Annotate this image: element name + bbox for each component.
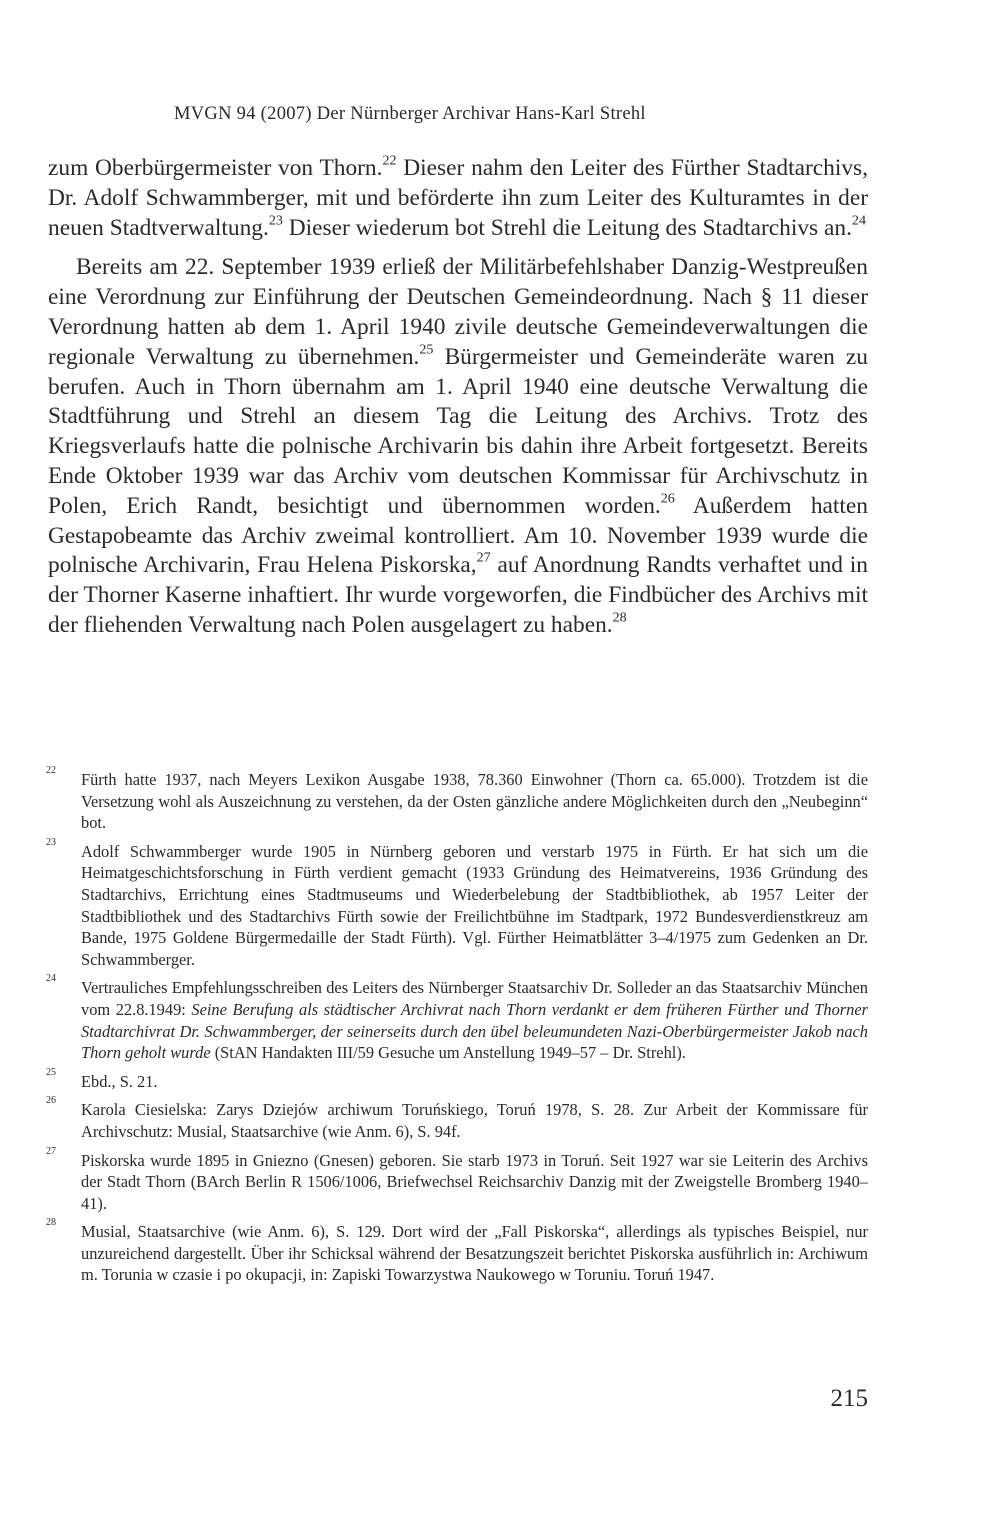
- footnote-ref[interactable]: 25: [419, 341, 434, 358]
- text-run: Dieser wiederum bot Strehl die Leitung des Stadtarchivs an.: [282, 214, 852, 241]
- text-run: Bereits am 22. September 1939 erließ der Militärbefehlshaber Danzig-Westpreußen eine Verordnung zur Einführung der Deutschen Gemeindeordnung. Nach § 11 dieser Verordnung hatten ab dem 1. April 1940 zivile deutsche Gemeindeverwaltungen die regionale Verwaltung zu übernehmen.: [48, 254, 868, 370]
- text-run: Außerdem hatten Gestapobeamte das Archiv zweimal kontrolliert. Am 10. November 1939 wurde die polnische Archivarin, Frau Helena Piskorska,: [48, 492, 868, 579]
- footnote-number: 25: [46, 1066, 56, 1078]
- page-number: 215: [830, 1385, 868, 1412]
- footnote-ref[interactable]: 28: [612, 609, 627, 626]
- footnote: [46, 765, 868, 834]
- text-run: Bürgermeister und Gemeinderäte waren zu berufen. Auch in Thorn übernahm am 1. April 1940 eine deutsche Verwaltung die Stadtführung und Strehl an diesem Tag die Leitung des Archivs. Trotz des Kriegsverlaufs hatte die polnische Archivarin bis dahin ihre Arbeit fortgesetzt. Bereits Ende Oktober 1939 war das Archiv vom deutschen Kommissar für Archivschutz in Polen, Erich Randt, besichtigt und übernommen worden.: [48, 343, 868, 519]
- footnote-quote: Seine Berufung als städtischer Archivrat nach Thorn verdankt er dem früheren Fürther und Thorner Stadtarchivrat Dr. Schwammberger, der seinerseits durch den übel beleumundeten Nazi-Oberbürgermeister Jakob nach Thorn geholt wurde: [81, 999, 868, 1063]
- text-run: auf Anordnung Randts verhaftet und in der Thorner Kaserne inhaftiert. Ihr wurde vorgeworfen, die Findbücher des Archivs mit der fliehenden Verwaltung nach Polen ausgelagert zu haben.: [48, 552, 868, 638]
- footnotes: [46, 765, 868, 1293]
- footnote: [46, 1095, 868, 1142]
- footnote-ref[interactable]: 23: [268, 212, 283, 229]
- footnote: [46, 836, 868, 971]
- footnote-number: 24: [46, 973, 56, 985]
- footnote-text: Fürth hatte 1937, nach Meyers Lexikon Ausgabe 1938, 78.360 Einwohner (Thorn ca. 65.000). Trotzdem ist die Versetzung wohl als Auszeichnung zu verstehen, da der Osten gänzliche andere Möglichkeiten durch den „Neubeginn“ bot.: [81, 770, 868, 833]
- text-run: zum Oberbürgermeister von Thorn.: [48, 155, 383, 181]
- body-paragraph: [48, 253, 868, 640]
- footnote-text: (StAN Handakten III/59 Gesuche um Anstellung 1949–57 – Dr. Strehl).: [210, 1043, 686, 1063]
- footnote-number: 26: [46, 1095, 56, 1107]
- footnote: [46, 973, 868, 1063]
- footnote: [46, 1066, 868, 1093]
- footnote-number: 22: [46, 765, 56, 776]
- footnote-ref[interactable]: 26: [660, 490, 675, 507]
- footnote: [46, 1217, 868, 1286]
- text-run: Dieser nahm den Leiter des Fürther Stadtarchivs, Dr. Adolf Schwammberger, mit und beförderte ihn zum Leiter des Kulturamtes in der neuen Stadtverwaltung.: [48, 155, 868, 241]
- footnote-number: 23: [46, 836, 56, 848]
- footnote-text: Karola Ciesielska: Zarys Dziejów archiwum Toruńskiego, Toruń 1978, S. 28. Zur Arbeit der Kommissare für Archivschutz: Musial, Staatsarchive (wie Anm. 6), S. 94f.: [81, 1100, 868, 1141]
- footnote-text: Adolf Schwammberger wurde 1905 in Nürnberg geboren und verstarb 1975 in Fürth. Er hat sich um die Heimatgeschichtsforschung in Fürth verdient gemacht (1933 Gründung des Heimatvereins, 1936 Gründung des Stadtarchivs, Errichtung eines Stadtmuseums und Wiederbelebung der Stadtbibliothek, ab 1957 Leiter der Stadtbibliothek und des Stadtarchivs Fürth sowie der Freilichtbühne im Stadtpark, 1972 Bundesverdienstkreuz am Bande, 1975 Goldene Bürgermedaille der Stadt Fürth). Vgl. Fürther Heimatblätter 3–4/1975 zum Gedenken an Dr. Schwammberger.: [81, 841, 868, 969]
- footnote-text: Ebd., S. 21.: [81, 1071, 158, 1091]
- footnote-number: 27: [46, 1145, 56, 1157]
- footnote-text: Musial, Staatsarchive (wie Anm. 6), S. 129. Dort wird der „Fall Piskorska“, allerdings als typisches Beispiel, nur unzureichend dargestellt. Über ihr Schicksal während der Besatzungszeit berichtet Piskorska ausführlich in: Archiwum m. Torunia w czasie i po okupacji, in: Zapiski Towarzystwa Naukowego w Toruniu. Toruń 1947.: [81, 1222, 868, 1285]
- body-text: [48, 154, 868, 641]
- footnote-ref[interactable]: 24: [851, 212, 866, 229]
- footnote-text: Vertrauliches Empfehlungsschreiben des Leiters des Nürnberger Staatsarchiv Dr. Solleder an das Staatsarchiv München vom 22.8.1949:: [81, 978, 868, 1019]
- footnote-number: 28: [46, 1217, 56, 1229]
- body-paragraph: [48, 154, 868, 243]
- footnote-ref[interactable]: 22: [382, 152, 397, 169]
- footnote-ref[interactable]: 27: [476, 549, 491, 566]
- footnote-text: Piskorska wurde 1895 in Gniezno (Gnesen) geboren. Sie starb 1973 in Toruń. Seit 1927 war sie Leiterin des Archivs der Stadt Thorn (BArch Berlin R 1506/1006, Briefwechsel Reichsarchiv Danzig mit der Zweigstelle Bromberg 1940–41).: [81, 1150, 868, 1213]
- running-head: MVGN 94 (2007) Der Nürnberger Archivar Hans-Karl Strehl: [174, 104, 646, 124]
- footnote: [46, 1145, 868, 1215]
